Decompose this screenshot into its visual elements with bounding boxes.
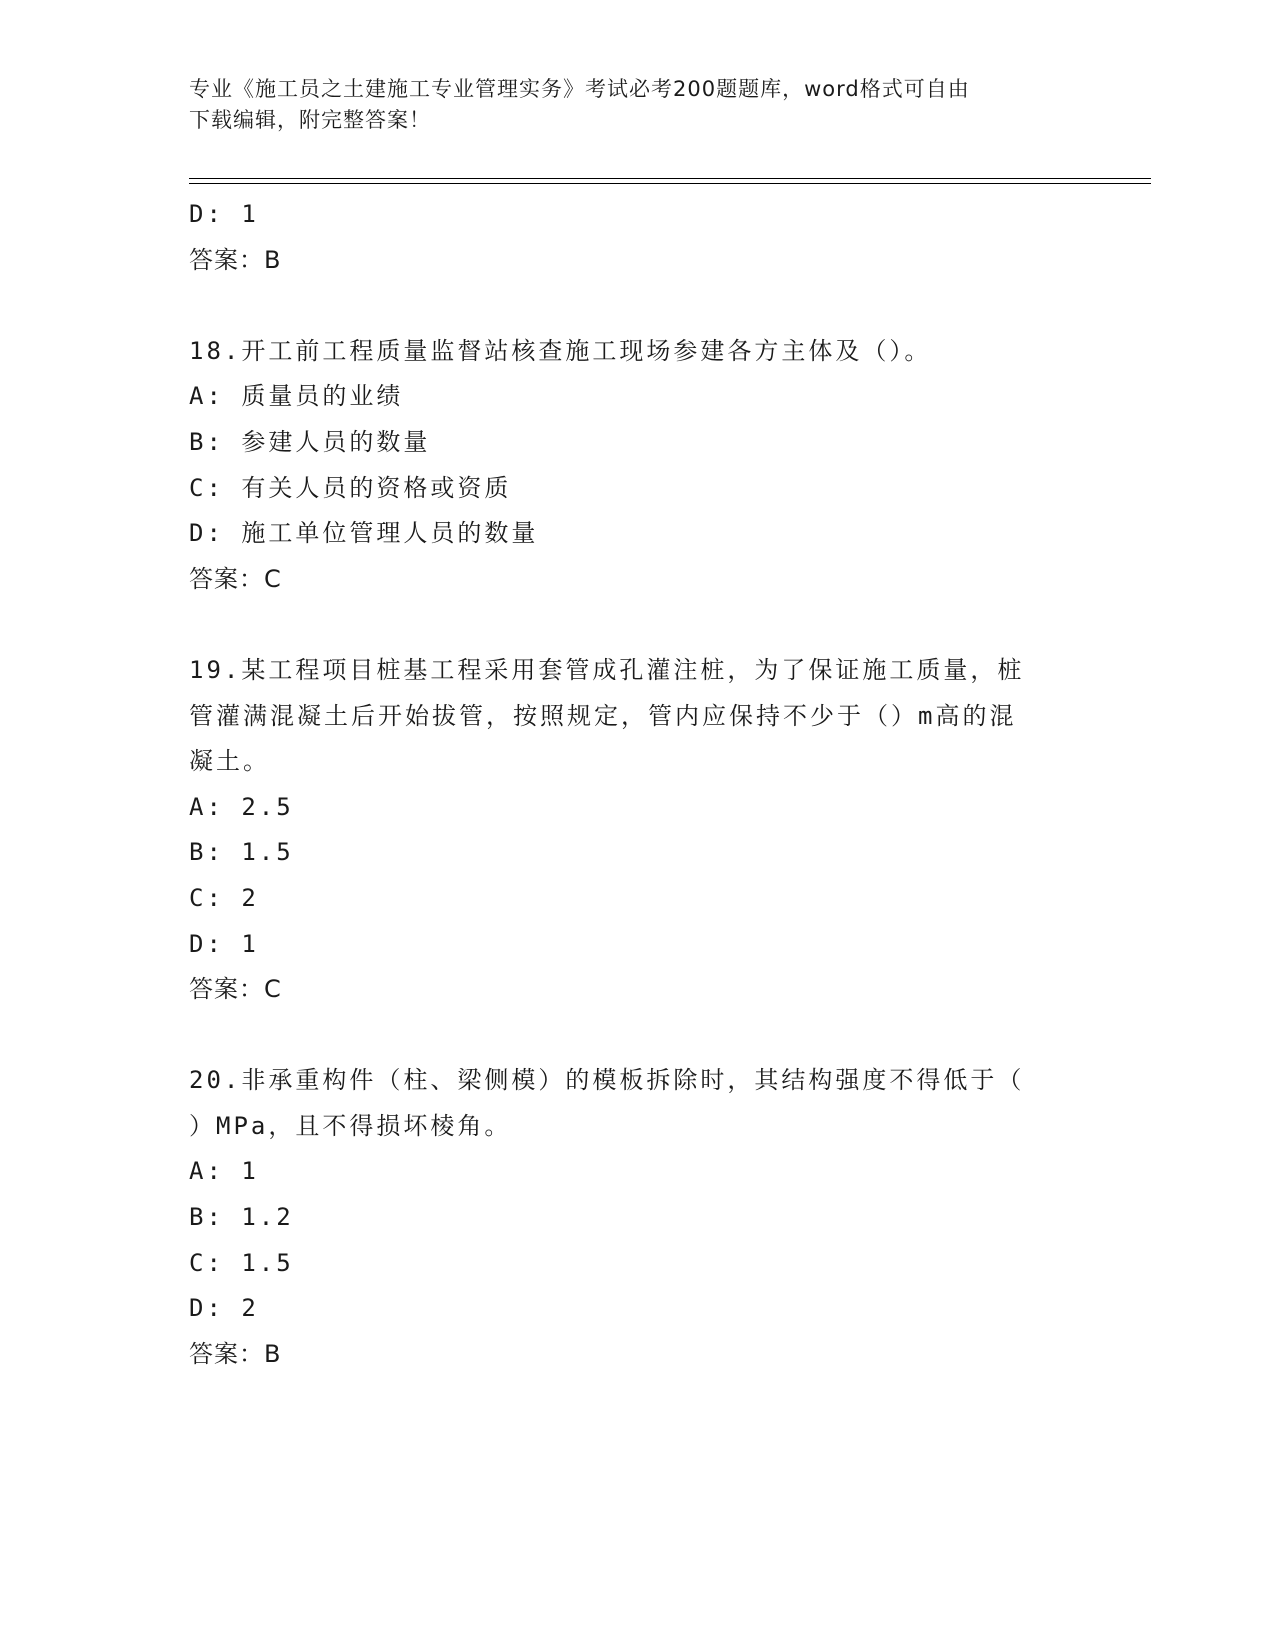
question-stem-line: 20.非承重构件（柱、梁侧模）的模板拆除时，其结构强度不得低于（ (189, 1066, 1025, 1095)
spacer (189, 1013, 1089, 1059)
answer: 答案：C (189, 564, 282, 593)
question-stem-line: 18.开工前工程质量监督站核查施工现场参建各方主体及（）。 (189, 336, 932, 365)
header-line-1: 专业《施工员之土建施工专业管理实务》考试必考200题题库，word格式可自由 (189, 77, 970, 101)
spacer (189, 283, 1089, 329)
option-a: A: 质量员的业绩 (189, 382, 404, 411)
previous-answer: 答案：B (189, 245, 282, 274)
option-a: A: 1 (189, 1157, 259, 1186)
question-stem-line: 管灌满混凝土后开始拔管，按照规定，管内应保持不少于（）m高的混 (189, 701, 1017, 730)
previous-option-d: D: 1 (189, 200, 259, 228)
option-d: D: 2 (189, 1294, 259, 1323)
question-20 (189, 1058, 1089, 1377)
header-divider-bottom (189, 183, 1151, 184)
option-b: B: 1.2 (189, 1203, 294, 1232)
document-header (189, 74, 1089, 136)
answer: 答案：B (189, 1339, 282, 1368)
option-c: C: 2 (189, 883, 259, 912)
question-18 (189, 329, 1089, 603)
document-body (189, 192, 1089, 1377)
option-b: B: 参建人员的数量 (189, 427, 431, 456)
option-c: C: 1.5 (189, 1248, 294, 1277)
header-line-2: 下载编辑，附完整答案！ (189, 108, 431, 132)
option-d: D: 1 (189, 929, 259, 958)
header-divider-top (189, 178, 1151, 179)
option-d: D: 施工单位管理人员的数量 (189, 519, 539, 548)
option-b: B: 1.5 (189, 838, 294, 867)
question-stem-line: 19.某工程项目桩基工程采用套管成孔灌注桩，为了保证施工质量，桩 (189, 655, 1025, 684)
spacer (189, 602, 1089, 648)
question-stem-line: ）MPa，且不得损坏棱角。 (189, 1111, 512, 1140)
option-a: A: 2.5 (189, 792, 294, 821)
question-stem-line: 凝土。 (189, 747, 270, 776)
question-19 (189, 648, 1089, 1013)
option-c: C: 有关人员的资格或资质 (189, 473, 512, 502)
answer: 答案：C (189, 975, 282, 1004)
